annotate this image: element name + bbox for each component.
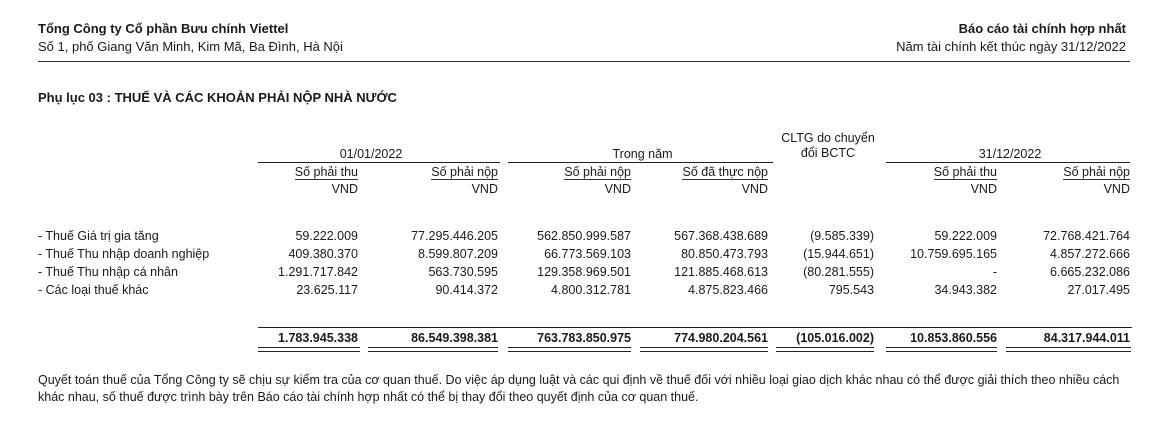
unit-1: VND bbox=[331, 182, 358, 196]
company-name: Tổng Công ty Cổ phần Bưu chính Viettel bbox=[38, 21, 289, 36]
col-during-payable: Số phải nộp bbox=[564, 165, 631, 179]
table-cell: 90.414.372 bbox=[435, 283, 498, 297]
total-cell: 86.549.398.381 bbox=[411, 331, 498, 345]
total-double-rule bbox=[508, 347, 631, 352]
col-closing-receivable: Số phải thu bbox=[933, 165, 997, 179]
table-cell: 1.291.717.842 bbox=[278, 265, 358, 279]
fiscal-year: Năm tài chính kết thúc ngày 31/12/2022 bbox=[896, 39, 1126, 54]
col-opening-receivable: Số phải thu bbox=[294, 165, 358, 179]
total-cell: 10.853.860.556 bbox=[910, 331, 997, 345]
table-cell: (15.944.651) bbox=[803, 247, 874, 261]
total-double-rule bbox=[368, 347, 498, 352]
table-cell: 562.850.999.587 bbox=[537, 229, 631, 243]
section-title: Phụ lục 03 : THUẾ VÀ CÁC KHOẢN PHẢI NỘP NHÀ NƯỚC bbox=[38, 90, 397, 105]
col-closing-payable: Số phải nộp bbox=[1063, 165, 1130, 179]
table-cell: 23.625.117 bbox=[296, 283, 358, 297]
group-opening: 01/01/2022 bbox=[339, 147, 403, 161]
table-cell: 77.295.446.205 bbox=[411, 229, 498, 243]
total-double-rule bbox=[776, 347, 874, 352]
table-cell: 409.380.370 bbox=[288, 247, 358, 261]
table-cell: 66.773.569.103 bbox=[544, 247, 631, 261]
row-label: - Các loại thuế khác bbox=[38, 283, 149, 297]
col-opening-payable: Số phải nộp bbox=[431, 165, 498, 179]
row-label: - Thuế Thu nhập cá nhân bbox=[38, 265, 178, 279]
group-cltg: CLTG do chuyển đổi BCTC bbox=[781, 131, 875, 160]
total-double-rule bbox=[1006, 347, 1131, 352]
total-cell: 763.783.850.975 bbox=[537, 331, 631, 345]
unit-7: VND bbox=[1103, 182, 1130, 196]
table-cell: 563.730.595 bbox=[428, 265, 498, 279]
table-cell: 27.017.495 bbox=[1067, 283, 1130, 297]
table-cell: 59.222.009 bbox=[295, 229, 358, 243]
group-closing-rule bbox=[886, 162, 1130, 163]
report-title: Báo cáo tài chính hợp nhất bbox=[958, 21, 1126, 36]
table-cell: (80.281.555) bbox=[803, 265, 874, 279]
table-cell: 4.857.272.666 bbox=[1050, 247, 1130, 261]
tax-note: Quyết toán thuế của Tổng Công ty sẽ chịu sự kiểm tra của cơ quan thuế. Do việc áp dụng luật và các qui định về thuế đối với nhiều loại giao dịch khác nhau có thể được giải thích theo nhiều cách khác nhau, số thuế được trình bày trên Báo cáo tài chính hợp nhất có thể bị thay đổi theo quyết định của cơ quan thuế. bbox=[38, 373, 1120, 404]
row-label: - Thuế Thu nhập doanh nghiệp bbox=[38, 247, 210, 261]
table-cell: 4.875.823.466 bbox=[688, 283, 768, 297]
unit-4: VND bbox=[741, 182, 768, 196]
group-during-rule bbox=[508, 162, 773, 163]
col-during-paid: Số đã thực nộp bbox=[682, 165, 768, 179]
table-cell: 567.368.438.689 bbox=[674, 229, 768, 243]
table-cell: 10.759.695.165 bbox=[910, 247, 997, 261]
total-double-rule bbox=[258, 347, 360, 352]
table-cell: 80.850.473.793 bbox=[681, 247, 768, 261]
total-cell: 1.783.945.338 bbox=[278, 331, 358, 345]
table-cell: 4.800.312.781 bbox=[551, 283, 631, 297]
table-cell: (9.585.339) bbox=[810, 229, 874, 243]
total-double-rule bbox=[886, 347, 997, 352]
total-double-rule bbox=[640, 347, 768, 352]
row-label: - Thuế Giá trị gia tăng bbox=[38, 229, 159, 243]
total-cell: 774.980.204.561 bbox=[674, 331, 768, 345]
company-address: Số 1, phố Giang Văn Minh, Kim Mã, Ba Đình, Hà Nội bbox=[38, 39, 343, 54]
table-cell: 129.358.969.501 bbox=[537, 265, 631, 279]
group-closing: 31/12/2022 bbox=[978, 147, 1042, 161]
total-cell: 84.317.944.011 bbox=[1043, 331, 1130, 345]
table-cell: 795.543 bbox=[828, 283, 874, 297]
unit-3: VND bbox=[604, 182, 631, 196]
total-top-rule bbox=[258, 327, 1132, 328]
table-cell: 34.943.382 bbox=[934, 283, 997, 297]
unit-2: VND bbox=[471, 182, 498, 196]
group-during: Trong năm bbox=[612, 147, 673, 161]
unit-6: VND bbox=[970, 182, 997, 196]
table-cell: 8.599.807.209 bbox=[418, 247, 498, 261]
table-cell: 59.222.009 bbox=[934, 229, 997, 243]
table-cell: 121.885.468.613 bbox=[674, 265, 768, 279]
table-cell: 6.665.232.086 bbox=[1050, 265, 1130, 279]
total-cell: (105.016.002) bbox=[796, 331, 874, 345]
table-cell: 72.768.421.764 bbox=[1043, 229, 1130, 243]
group-opening-rule bbox=[258, 162, 500, 163]
table-cell: - bbox=[992, 265, 997, 279]
